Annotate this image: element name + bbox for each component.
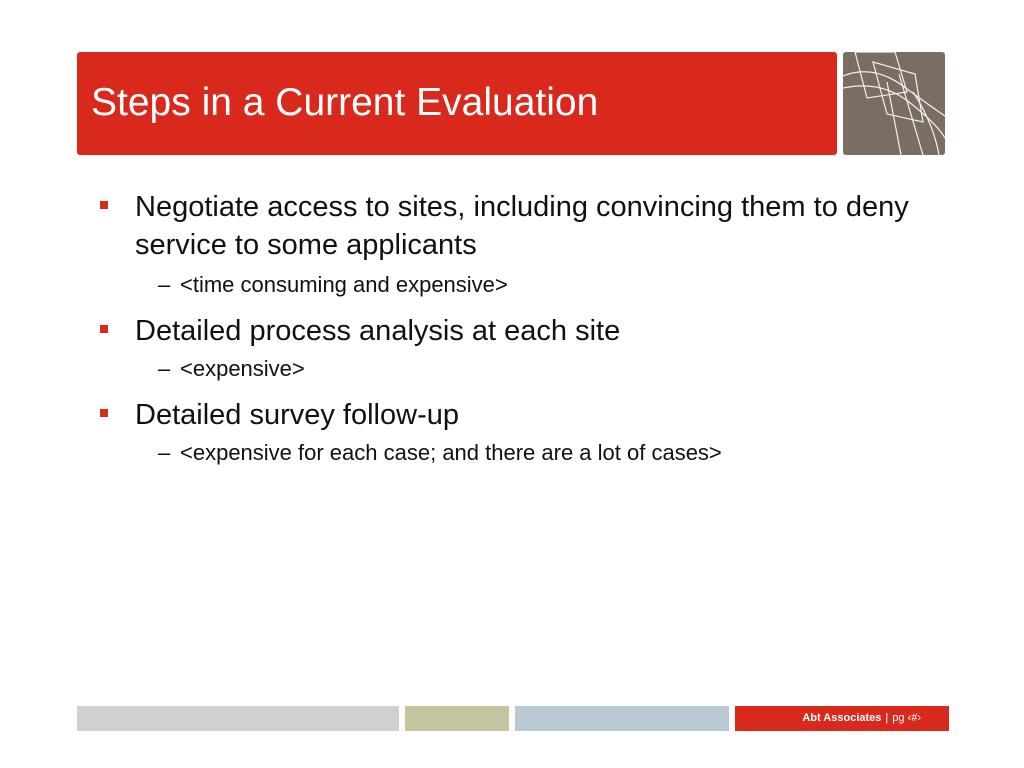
footer-separator: | xyxy=(885,712,889,724)
bullet-square-icon xyxy=(100,325,108,333)
footer-bar-red xyxy=(735,706,949,731)
dash-icon: – xyxy=(158,356,171,381)
sub-bullet-text-1: <time consuming and expensive> xyxy=(180,272,508,297)
bullet-square-icon xyxy=(100,201,108,209)
dash-icon: – xyxy=(158,272,171,297)
logo-box xyxy=(843,52,945,155)
bullet-text-3: Detailed survey follow-up xyxy=(135,399,459,431)
title-bar xyxy=(77,52,837,155)
bullet-square-icon xyxy=(100,409,108,417)
footer-bar-olive xyxy=(405,706,509,731)
footer-text xyxy=(802,712,921,724)
footer-bar-gray xyxy=(77,706,399,731)
bullet-text-2: Detailed process analysis at each site xyxy=(135,315,621,347)
bullet-text-1: Negotiate access to sites, including convincing them to deny service to some applicants xyxy=(135,191,909,261)
slide-title: Steps in a Current Evaluation xyxy=(91,81,599,124)
page-number: pg ‹#› xyxy=(892,712,921,724)
footer-brand: Abt Associates xyxy=(802,712,882,724)
sub-bullet-text-3: <expensive for each case; and there are a lot of cases> xyxy=(180,440,722,465)
abstract-lines-logo-icon xyxy=(843,52,945,155)
dash-icon: – xyxy=(158,440,171,465)
sub-bullet-text-2: <expensive> xyxy=(180,356,305,381)
footer-bar-blue xyxy=(515,706,729,731)
